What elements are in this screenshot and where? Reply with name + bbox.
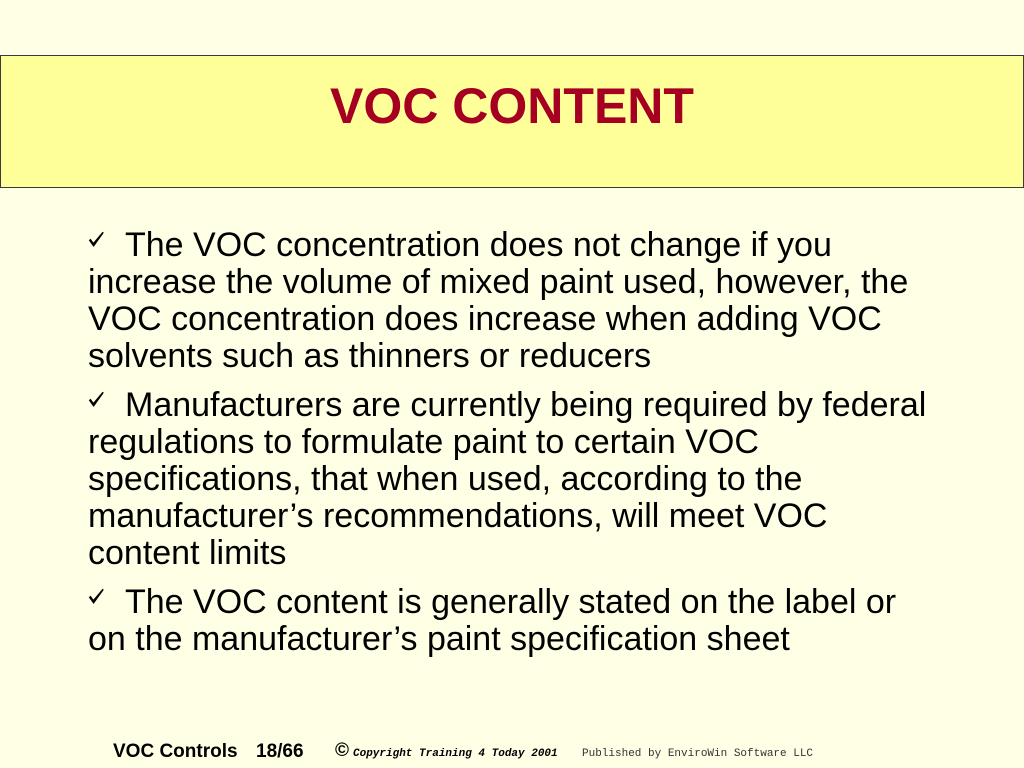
bullet-text: The VOC content is generally stated on the label or on the manufacturer’s paint specification sheet	[88, 583, 897, 658]
bullet-text: Manufacturers are currently being required by federal regulations to formulate paint to certain VOC specifications, that when used, according to the manufacturer’s recommendations, will meet VOC content limits	[88, 386, 927, 572]
publisher-text: Published by EnviroWin Software LLC	[582, 748, 814, 760]
check-icon	[88, 391, 125, 408]
copyright-text: Copyright Training 4 Today 2001	[353, 748, 558, 760]
copyright-symbol: ©	[335, 740, 349, 761]
bullet-item	[88, 227, 926, 375]
slide-title: VOC CONTENT	[330, 78, 694, 134]
page-number: 18/66	[256, 741, 304, 762]
bullet-text: The VOC concentration does not change if you increase the volume of mixed paint used, however, the VOC concentration does increase when adding VOC solvents such as thinners or reducers	[88, 226, 909, 375]
bullet-item	[88, 387, 926, 572]
bullet-list	[88, 227, 926, 670]
check-icon	[88, 231, 125, 248]
deck-name: VOC Controls	[113, 741, 238, 762]
title-banner	[0, 55, 1024, 188]
bullet-item	[88, 584, 926, 658]
check-icon	[88, 588, 125, 605]
